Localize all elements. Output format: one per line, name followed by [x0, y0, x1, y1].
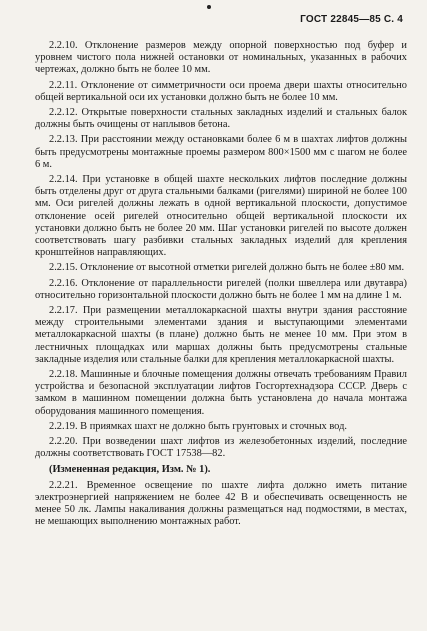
paragraph-2-2-18: 2.2.18. Машинные и блочные помещения должны отвечать требованиям Правил устройства и безопасной эксплуатации лифтов Госгортехнадзора СССР. Дверь с замком в машинном помещении должна быть установлена до начала монтажа оборудования машинного помещения. — [35, 369, 407, 417]
paragraph-2-2-17: 2.2.17. При размещении металлокаркасной шахты внутри здания расстояние между строительными элементами здания и выступающими элементами металлокаркасной шахты (в плане) должно быть не менее 10 мм. При этом в лестничных площадках или маршах должны быть предусмотрены стальные закладные изделия или стальные балки для крепления металлокаркасной шахты. — [35, 305, 407, 365]
paragraph-2-2-16: 2.2.16. Отклонение от параллельности ригелей (полки швеллера или двутавра) относительно горизонтальной плоскости должно быть не более 1 мм на длине 1 м. — [35, 277, 407, 301]
paragraph-2-2-12: 2.2.12. Открытые поверхности стальных закладных изделий и стальных балок должны быть очищены от наплывов бетона. — [35, 107, 407, 131]
paragraph-2-2-11: 2.2.11. Отклонение от симметричности оси проема двери шахты относительно общей вертикальной оси их установки должно быть не более 10 мм. — [35, 79, 407, 103]
document-body — [35, 40, 407, 532]
amendment-note: (Измененная редакция, Изм. № 1). — [49, 463, 211, 475]
paragraph-2-2-19: 2.2.19. В приямках шахт не должно быть грунтовых и сточных вод. — [49, 420, 347, 432]
paragraph-2-2-14: 2.2.14. При установке в общей шахте нескольких лифтов последние должны быть отделены друг от друга стальными балками (ригелями) шириной не более 100 мм. Оси ригелей должны лежать в одной вертикальной плоскости, допустимое отклонение осей ригелей относительно общей вертикальной плоскости их установки должно быть не более 20 мм. Шаг установки ригелей по высоте должен соответствовать шагу разбивки стальных закладных изделий для крепления кронштейнов направляющих. — [35, 174, 407, 259]
paragraph-2-2-13: 2.2.13. При расстоянии между остановками более 6 м в шахтах лифтов должны быть предусмотрены монтажные проемы размером 800×1500 мм с шагом не более 6 м. — [35, 134, 407, 170]
paragraph-2-2-10: 2.2.10. Отклонение размеров между опорной поверхностью под буфер и уровнем чистого пола нижней остановки от номинальных, указанных в рабочих чертежах, должно быть не более 10 мм. — [35, 40, 407, 76]
paragraph-2-2-20: 2.2.20. При возведении шахт лифтов из железобетонных изделий, последние должны соответствовать ГОСТ 17538—82. — [35, 436, 407, 460]
page-header: ГОСТ 22845—85 С. 4 — [300, 14, 403, 25]
paragraph-2-2-15: 2.2.15. Отклонение от высотной отметки ригелей должно быть не более ±80 мм. — [49, 262, 405, 274]
page-mark-dot — [207, 5, 211, 9]
paragraph-2-2-21: 2.2.21. Временное освещение по шахте лифта должно иметь питание электроэнергией напряжением не более 42 В и обеспечивать освещенность не менее 50 лк. Лампы накаливания должны размещаться над подмостями, в местах, не мешающих выполнению монтажных работ. — [35, 479, 407, 528]
